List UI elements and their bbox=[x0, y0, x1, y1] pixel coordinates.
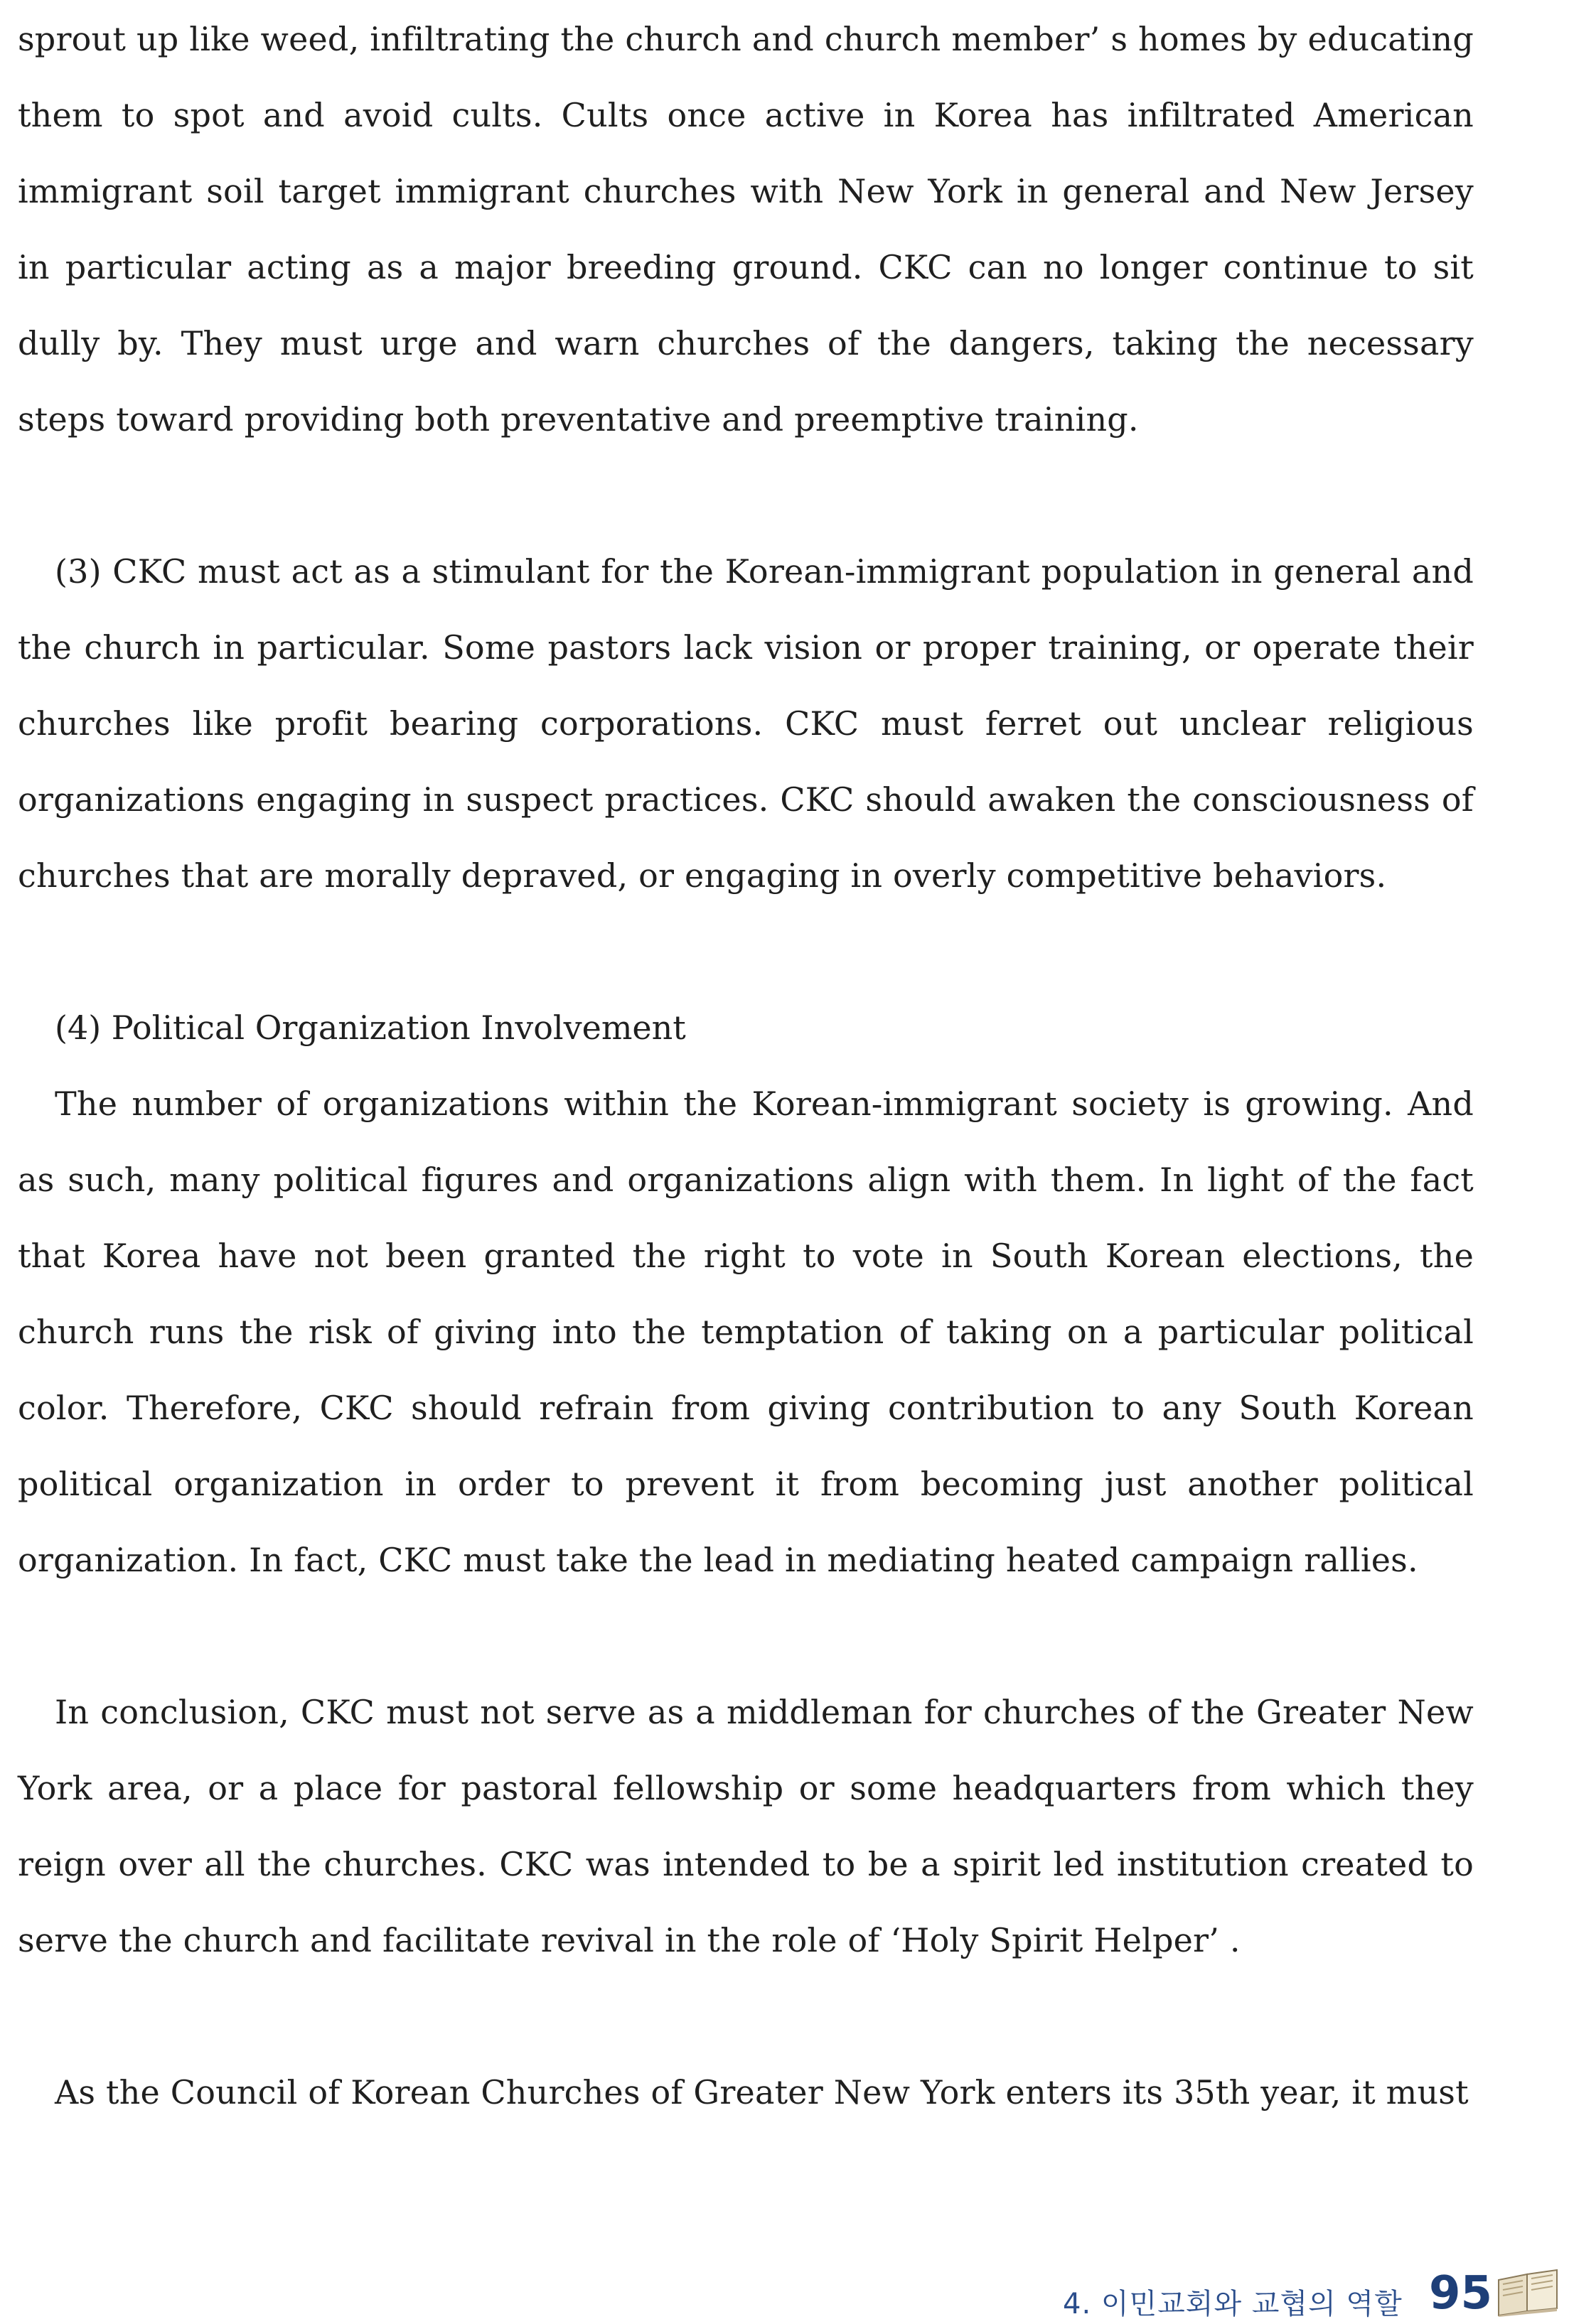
page-footer bbox=[0, 2253, 1569, 2324]
paragraph-stimulant: (3) CKC must act as a stimulant for the Korean-immigrant population in general and the church in particular. Some pastors lack vision or proper training, or operate their churches like profit bearing corporations. CKC must ferret out unclear religious organizations engaging in suspect practices. CKC should awaken the consciousness of churches that are morally depraved, or engaging in overly competitive behaviors. bbox=[18, 552, 1474, 895]
section-heading-political-involvement: (4) Political Organization Involvement bbox=[55, 1008, 686, 1047]
paragraph-political-involvement: The number of organizations within the Korean-immigrant society is growing. And as such, many political figures and organizations align with them. In light of the fact that Korea have not been granted the right to vote in South Korean elections, the church runs the risk of giving into the temptation of taking on a particular political color. Therefore, CKC should refrain from giving contribution to any South Korean political organization in order to prevent it from becoming just another political organization. In fact, CKC must take the lead in mediating heated campaign rallies. bbox=[18, 1085, 1474, 1579]
paragraph-gap bbox=[18, 1598, 1474, 1674]
footer-section-title: 4. 이민교회와 교협의 역할 bbox=[1063, 2288, 1403, 2320]
page-number: 95 bbox=[1429, 2267, 1493, 2320]
paragraph-gap bbox=[18, 914, 1474, 990]
paragraph-cult-warning: sprout up like weed, infiltrating the church and church member’ s homes by educating them to spot and avoid cults. Cults once active in Korea has infiltrated American immigrant soil target immigrant churches with New York in general and New Jersey in particular acting as a major breeding ground. CKC can no longer continue to sit dully by. They must urge and warn churches of the dangers, taking the necessary steps toward providing both preventative and preemptive training. bbox=[18, 20, 1474, 439]
paragraph-gap bbox=[18, 1979, 1474, 2055]
book-icon bbox=[1494, 2267, 1562, 2317]
paragraph-35th-year: As the Council of Korean Churches of Greater New York enters its 35th year, it must bbox=[55, 2073, 1469, 2111]
paragraph-gap bbox=[18, 458, 1474, 534]
page-body bbox=[18, 0, 1474, 2131]
paragraph-conclusion: In conclusion, CKC must not serve as a middleman for churches of the Greater New York area, or a place for pastoral fellowship or some headquarters from which they reign over all the churches. CKC was intended to be a spirit led institution created to serve the church and facilitate revival in the role of ‘Holy Spirit Helper’ . bbox=[18, 1693, 1474, 1959]
